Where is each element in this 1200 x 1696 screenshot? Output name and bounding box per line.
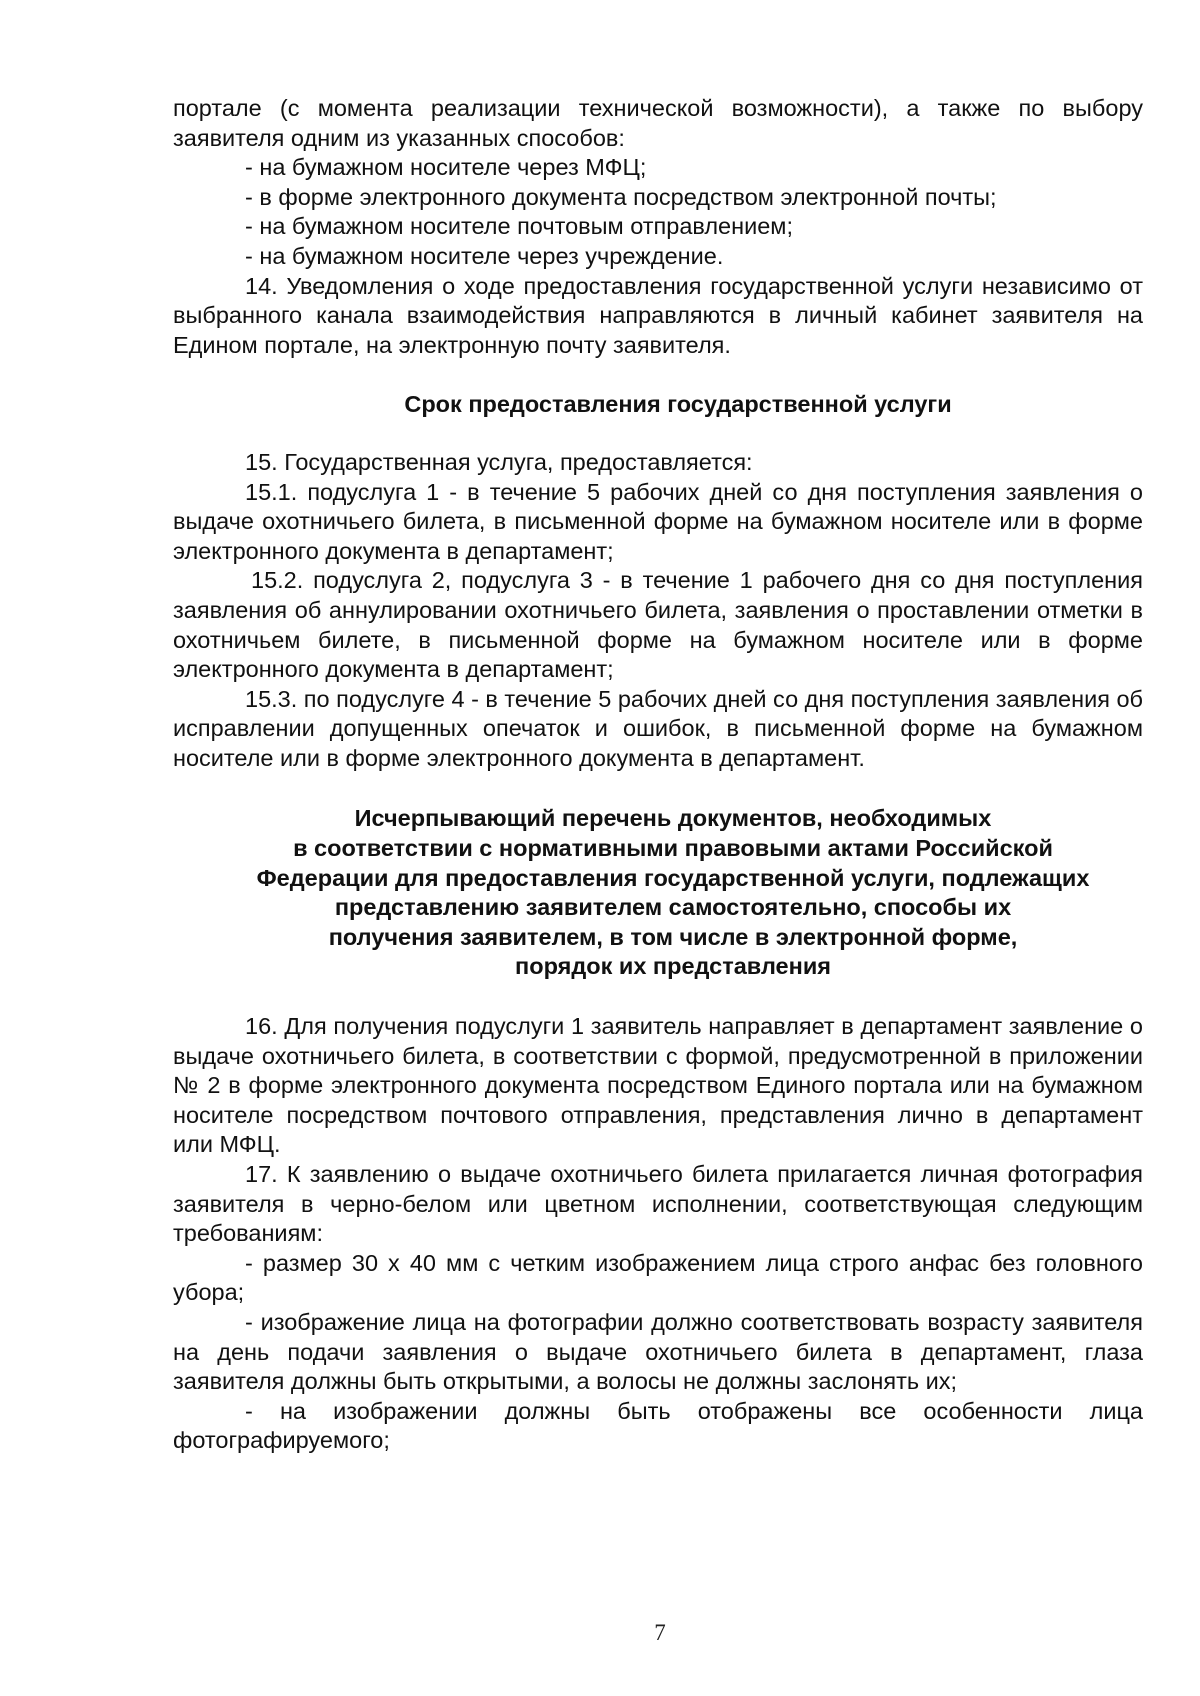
paragraph-15-2: 15.2. подуслуга 2, подуслуга 3 - в течение 1 рабочего дня со дня поступления заявления об аннулировании охотничьего билета, заявления о проставлении отметки в охотничьем билете, в письменной форме на бумажном носителе или в форме электронного документа в департамент; [173,567,1143,683]
heading-line: получения заявителем, в том числе в электронной форме, [328,923,1018,950]
list-item: - на бумажном носителе почтовым отправлением; [245,213,793,240]
heading-line: в соответствии с нормативными правовыми актами Российской [293,835,1053,862]
paragraph-16: 16. Для получения подуслуги 1 заявитель направляет в департамент заявление о выдаче охотничьего билета, в соответствии с формой, предусмотренной в приложении № 2 в форме электронного документа посредством Единого портала или на бумажном носителе посредством почтового отправления, представления лично в департамент или МФЦ. [173,1013,1143,1158]
paragraph-15: 15. Государственная услуга, предоставляется: [245,448,753,475]
list-item: - на бумажном носителе через МФЦ; [245,154,647,181]
list-item: - размер 30 х 40 мм с четким изображением лица строго анфас без головного убора; [173,1249,1143,1306]
paragraph-15-3: 15.3. по подуслуге 4 - в течение 5 рабочих дней со дня поступления заявления об исправлении допущенных опечаток и ошибок, в письменной форме на бумажном носителе или в форме электронного документа в департамент. [173,685,1143,771]
list-item: - изображение лица на фотографии должно соответствовать возрасту заявителя на день подачи заявления о выдаче охотничьего билета в департамент, глаза заявителя должны быть открытыми, а волосы не должны заслонять их; [173,1308,1143,1395]
heading-line: Исчерпывающий перечень документов, необходимых [354,805,992,832]
heading-line: Федерации для предоставления государственной услуги, подлежащих [256,864,1090,891]
heading-line: порядок их представления [515,953,831,980]
list-item: - на бумажном носителе через учреждение. [245,242,724,269]
section-heading-term: Срок предоставления государственной услуги [404,391,952,418]
list-item: - в форме электронного документа посредством электронной почты; [245,183,997,210]
section-heading-documents [173,804,1143,982]
page-number: 7 [654,1620,666,1645]
heading-line: представлению заявителем самостоятельно, способы их [334,894,1012,921]
document-page [173,94,1143,1456]
paragraph-14: 14. Уведомления о ходе предоставления государственной услуги независимо от выбранного канала взаимодействия направляются в личный кабинет заявителя на Едином портале, на электронную почту заявителя. [173,272,1143,358]
paragraph-15-1: 15.1. подуслуга 1 - в течение 5 рабочих дней со дня поступления заявления о выдаче охотничьего билета, в письменной форме на бумажном носителе или в форме электронного документа в департамент; [173,478,1143,564]
paragraph-17: 17. К заявлению о выдаче охотничьего билета прилагается личная фотография заявителя в черно-белом или цветном исполнении, соответствующая следующим требованиям: [173,1161,1143,1247]
paragraph-continuation: портале (с момента реализации технической возможности), а также по выбору заявителя одним из указанных способов: [173,95,1143,151]
list-item: - на изображении должны быть отображены все особенности лица фотографируемого; [173,1397,1143,1454]
